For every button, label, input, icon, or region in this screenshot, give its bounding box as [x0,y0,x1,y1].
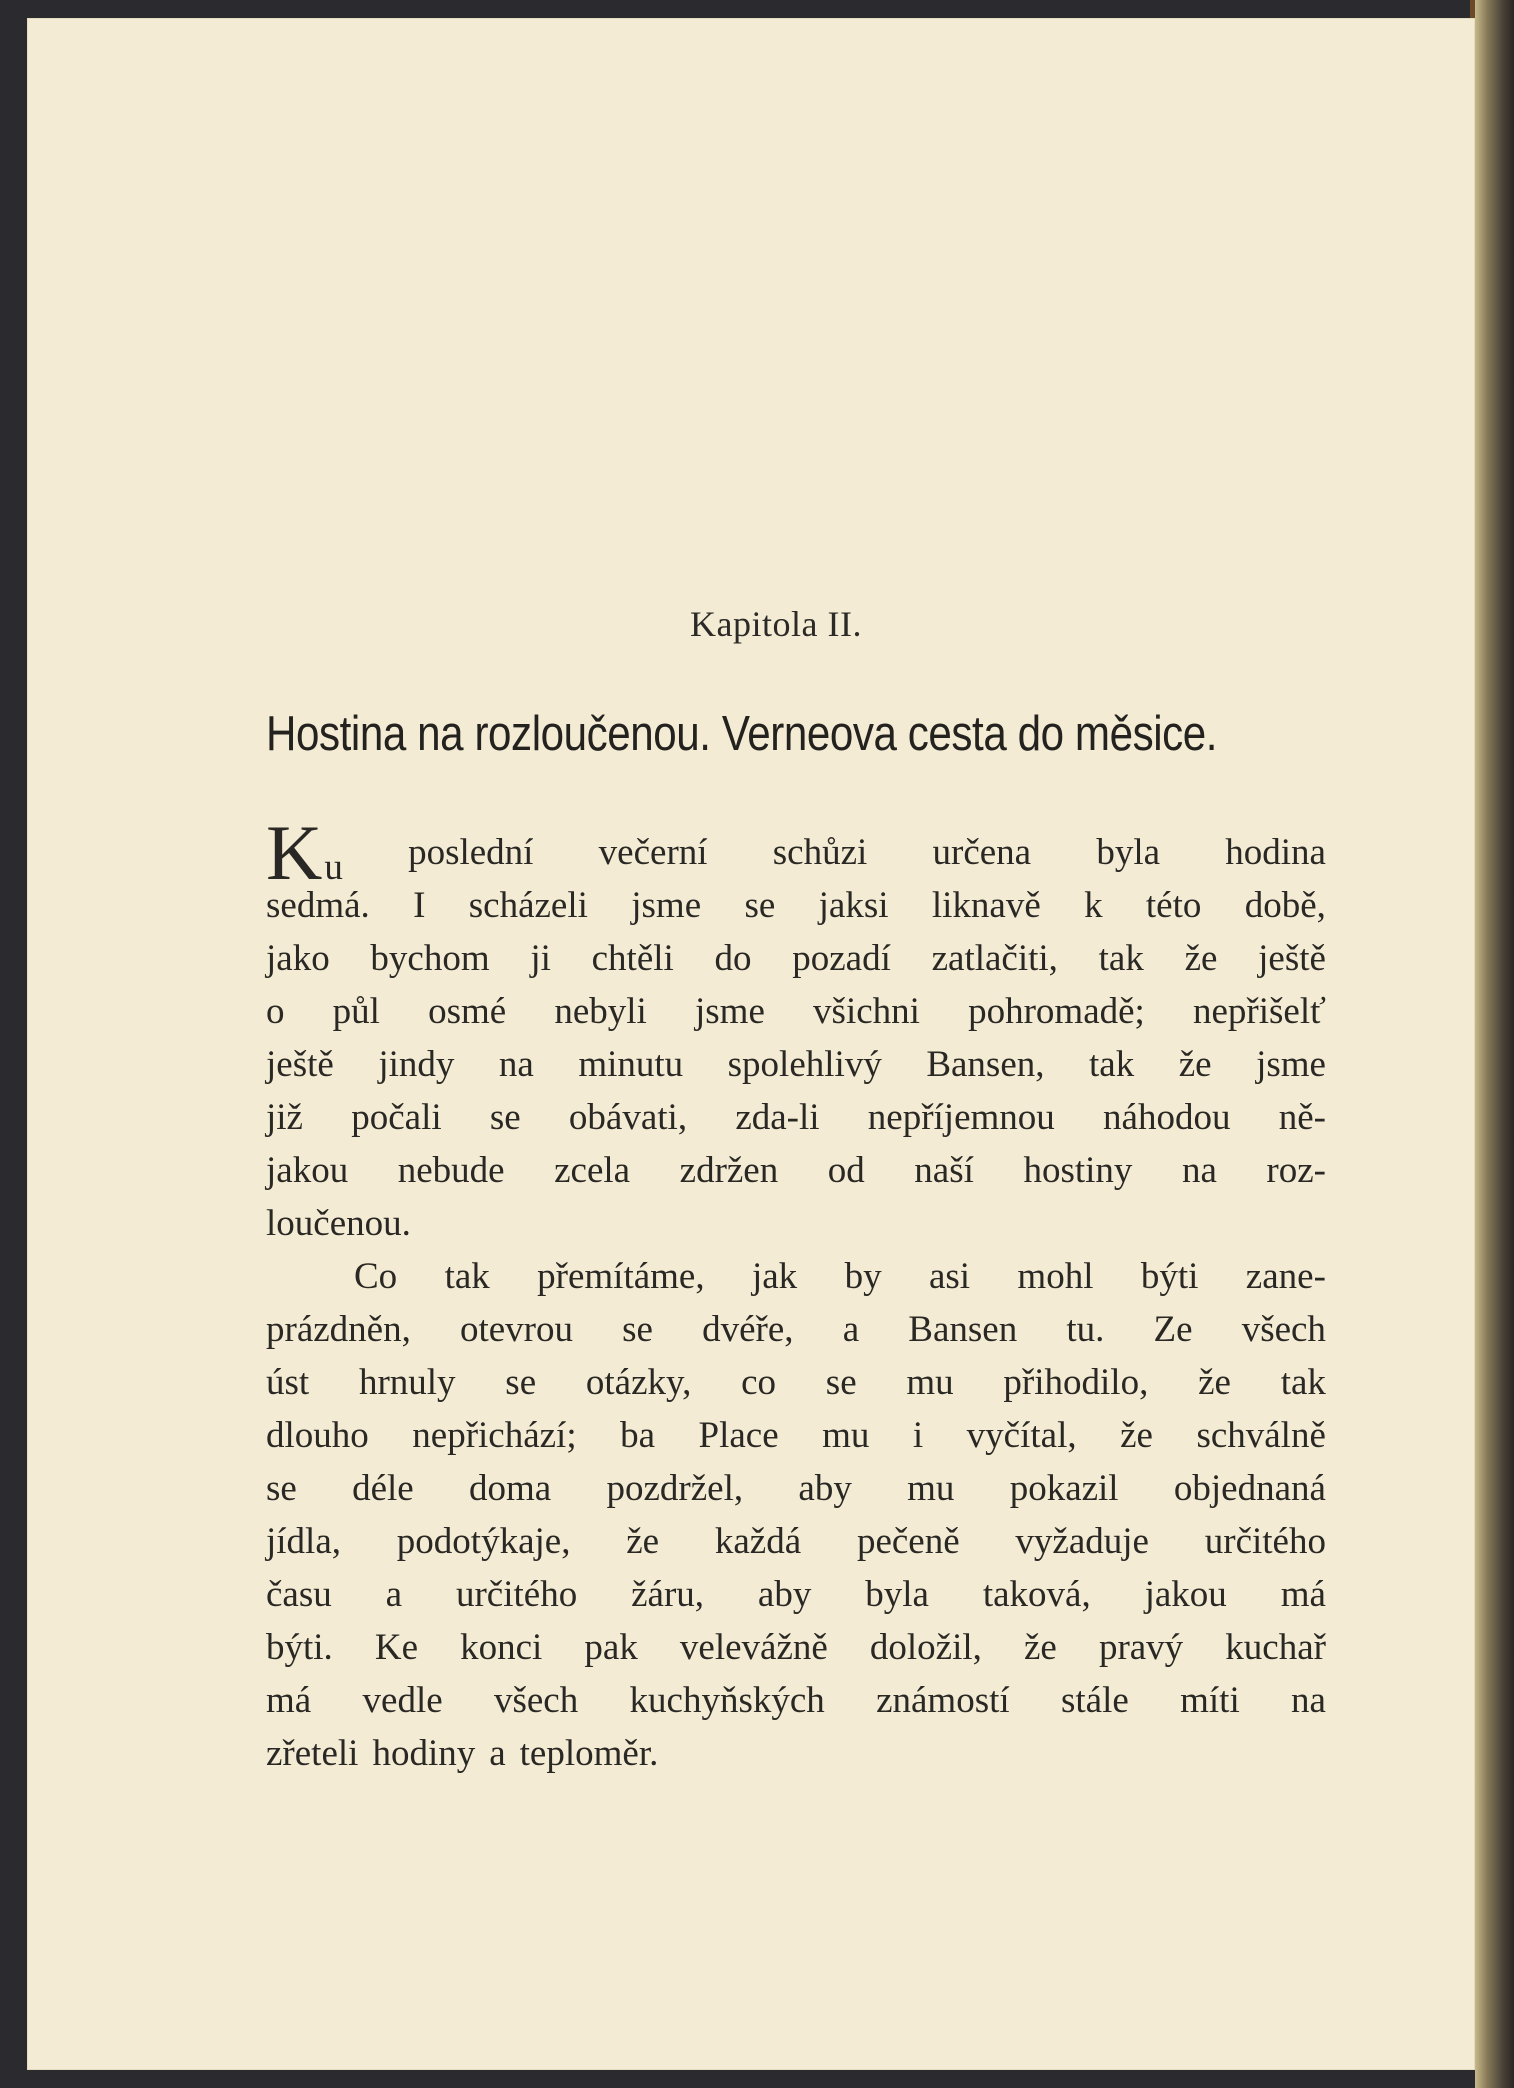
word: se [266,1468,297,1509]
word: zdržen [679,1150,779,1191]
word: času [266,1574,332,1615]
word: velevážně [679,1627,828,1668]
word: jsme [631,885,702,926]
word: doložil, [869,1627,982,1668]
word: kuchyňských [629,1680,825,1721]
text-line [266,1409,1326,1462]
word: Ze [1153,1309,1193,1350]
text-line [266,1674,1326,1727]
word: Place [698,1415,779,1456]
chapter-label: Kapitola II. [690,604,862,644]
word: určena [932,832,1032,873]
word: nepřichází; [412,1415,577,1456]
word: poslední [408,832,534,873]
word: jak [751,1256,798,1297]
word: vyčítal, [966,1415,1077,1456]
word: od [827,1150,865,1191]
word: asi [928,1256,971,1297]
text-line [266,809,1326,896]
text-line [266,1515,1326,1568]
word: se [744,885,776,926]
text-line [266,1462,1326,1515]
word: kuchař [1225,1627,1326,1668]
word: tu. [1066,1309,1105,1350]
word: býti. [266,1627,333,1668]
word: večerní [598,832,708,873]
word: zcela [554,1150,631,1191]
word: chtěli [591,938,674,979]
word: spolehlivý [727,1044,882,1085]
word: pozdržel, [606,1468,744,1509]
word: jaksi [818,885,889,926]
word: Bansen [908,1309,1018,1350]
word: že [1178,1044,1212,1085]
word: nebude [397,1150,505,1191]
drop-cap: K [266,809,323,896]
word: se [622,1309,653,1350]
word: zatlačiti, [931,938,1058,979]
word: zda-li [735,1097,820,1138]
word: minutu [578,1044,684,1085]
word: pravý [1098,1627,1184,1668]
word: do [714,938,752,979]
word: objednaná [1173,1468,1326,1509]
word: jsme [1256,1044,1326,1085]
word: Ku [266,809,343,896]
chapter-title: Hostina na rozloučenou. Verneova cesta do měsice. [266,707,1218,761]
word: otevrou [459,1309,574,1350]
word: sedmá. [266,885,370,926]
word: tak [444,1256,490,1297]
word: dvéře, [702,1309,794,1350]
text-line [266,1568,1326,1621]
word: doma [469,1468,552,1509]
word: a [842,1309,860,1350]
word: scházeli [468,885,588,926]
word: schválně [1196,1415,1326,1456]
body-text [266,809,1326,1780]
word: obávati, [568,1097,688,1138]
word: náhodou [1103,1097,1231,1138]
word: aby [798,1468,852,1509]
word: podotýkaje, [396,1521,571,1562]
word: osmé [428,991,507,1032]
word: ně- [1278,1097,1326,1138]
word: všech [1241,1309,1326,1350]
word: I [413,885,426,926]
word: již [266,1097,303,1138]
text-line [266,1621,1326,1674]
word: mu [906,1362,954,1403]
word: hodiny [372,1733,476,1774]
word: zřeteli [266,1733,359,1774]
word: jídla, [266,1521,342,1562]
word: nebyli [554,991,647,1032]
word: zane- [1245,1256,1326,1297]
word: žáru, [631,1574,705,1615]
word: pečeně [856,1521,960,1562]
word: na [1291,1680,1326,1721]
word: ještě [266,1044,334,1085]
word: jako [266,938,330,979]
word: nepříjemnou [867,1097,1055,1138]
word: má [1280,1574,1326,1615]
word: známostí [876,1680,1010,1721]
word: že [626,1521,660,1562]
word: jindy [378,1044,455,1085]
word: pak [584,1627,638,1668]
word: aby [757,1574,812,1615]
word: hostiny [1023,1150,1133,1191]
word: na [498,1044,534,1085]
word: liknavě [931,885,1041,926]
word: dlouho [266,1415,369,1456]
word: Co [354,1256,398,1297]
text-line [266,1250,1326,1303]
word: bychom [370,938,490,979]
word: tak [1280,1362,1326,1403]
word: byla [865,1574,929,1615]
word: že [1184,938,1218,979]
word: této [1145,885,1202,926]
word: přemítáme, [537,1256,705,1297]
word: má [266,1680,312,1721]
word: naší [914,1150,974,1191]
word: o [266,991,285,1032]
text-line [266,1727,1326,1780]
word: počali [351,1097,442,1138]
word: pozadí [792,938,891,979]
word: i [912,1415,924,1456]
word: ještě [1258,938,1326,979]
word: schůzi [772,832,868,873]
word: každá [714,1521,802,1562]
word: ba [620,1415,656,1456]
word: přihodilo, [1003,1362,1149,1403]
word: všichni [813,991,920,1032]
word: hrnuly [358,1362,456,1403]
text-line [266,1091,1326,1144]
word: že [1120,1415,1153,1456]
word: úst [266,1362,310,1403]
word: půl [332,991,380,1032]
word: se [825,1362,857,1403]
word: co [741,1362,777,1403]
text-line [266,1038,1326,1091]
text-line [266,879,1326,932]
word: že [1198,1362,1231,1403]
word: hodina [1225,832,1326,873]
word: mu [822,1415,870,1456]
word: byla [1096,832,1161,873]
word: tak [1098,938,1144,979]
word: pokazil [1009,1468,1119,1509]
word: Bansen, [926,1044,1045,1085]
word: býti [1140,1256,1199,1297]
text-line [266,1303,1326,1356]
word: určitého [455,1574,578,1615]
word: a [489,1733,506,1774]
word: době, [1244,885,1326,926]
word: vedle [362,1680,443,1721]
word: k [1084,885,1103,926]
word: roz- [1266,1150,1326,1191]
text-line [266,1356,1326,1409]
word: déle [352,1468,414,1509]
word: by [844,1256,882,1297]
word: jakou [266,1150,349,1191]
word: mohl [1017,1256,1094,1297]
text-line [266,1197,1326,1250]
word: prázdněn, [266,1309,411,1350]
word: vyžaduje [1015,1521,1149,1562]
word: se [489,1097,521,1138]
text-line [266,985,1326,1038]
word: loučenou. [266,1203,411,1244]
word: a [385,1574,403,1615]
word: určitého [1204,1521,1326,1562]
word: konci [460,1627,543,1668]
word: teploměr. [519,1733,659,1774]
word: stále [1060,1680,1129,1721]
word: že [1024,1627,1057,1668]
text-line [266,932,1326,985]
word: ji [530,938,551,979]
word: všech [493,1680,579,1721]
word: pohromadě; [968,991,1145,1032]
word: Ke [374,1627,419,1668]
word: jsme [695,991,765,1032]
word: otázky, [585,1362,692,1403]
text-line [266,1144,1326,1197]
word: jakou [1144,1574,1227,1615]
book-spine [1475,0,1514,2088]
word: míti [1180,1680,1240,1721]
word: mu [907,1468,955,1509]
word: taková, [982,1574,1091,1615]
word: na [1181,1150,1217,1191]
word: nepřišelť [1192,991,1326,1032]
word: se [505,1362,537,1403]
word: tak [1089,1044,1135,1085]
